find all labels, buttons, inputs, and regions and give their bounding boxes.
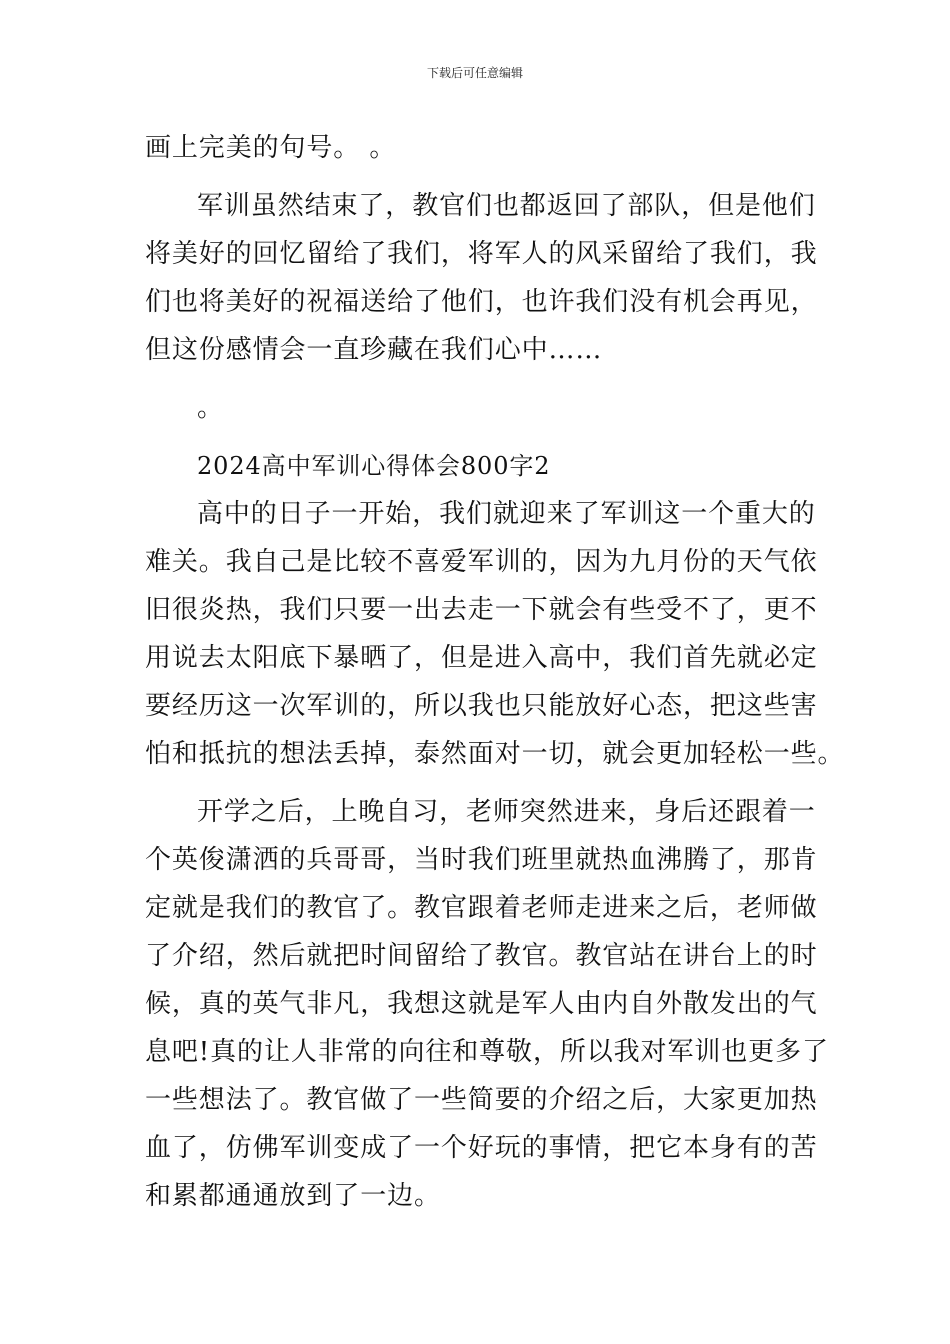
- text-line: 息吧!真的让人非常的向往和尊敬，所以我对军训也更多了: [145, 1037, 829, 1067]
- text-line: 了介绍，然后就把时间留给了教官。教官站在讲台上的时: [145, 941, 818, 971]
- text-line: 开学之后，上晚自习，老师突然进来，身后还跟着一: [197, 797, 816, 827]
- text-line: 旧很炎热，我们只要一出去走一下就会有些受不了，更不: [145, 595, 818, 625]
- text-line: 候，真的英气非凡，我想这就是军人由内自外散发出的气: [145, 989, 818, 1019]
- text-line: 定就是我们的教官了。教官跟着老师走进来之后，老师做: [145, 893, 818, 923]
- text-line: 个英俊潇洒的兵哥哥，当时我们班里就热血沸腾了，那肯: [145, 845, 818, 875]
- paragraph-gap: [145, 432, 807, 442]
- paragraph-gap: [145, 778, 807, 788]
- paragraph-gap: [145, 374, 807, 384]
- page-header: 下载后可任意编辑: [426, 66, 523, 80]
- paragraph-0: [145, 124, 807, 172]
- text-line: 将美好的回忆留给了我们，将军人的风采留给了我们，我: [145, 239, 818, 269]
- text-line: 们也将美好的祝福送给了他们，也许我们没有机会再见，: [145, 287, 818, 317]
- text-line: 难关。我自己是比较不喜爱军训的，因为九月份的天气依: [145, 547, 818, 577]
- text-line: 一些想法了。教官做了一些简要的介绍之后，大家更加热: [145, 1085, 818, 1115]
- text-line: 高中的日子一开始，我们就迎来了军训这一个重大的: [197, 499, 816, 529]
- document-body: [145, 124, 845, 1220]
- paragraph-4: [145, 490, 845, 778]
- paragraph-1: [145, 182, 818, 374]
- paragraph-2: [145, 384, 807, 432]
- text-line: 和累都通通放到了一边。: [145, 1181, 441, 1211]
- section-heading: [145, 442, 807, 490]
- heading-line: 2024高中军训心得体会800字2: [197, 452, 551, 480]
- text-line: 血了，仿佛军训变成了一个好玩的事情，把它本身有的苦: [145, 1133, 818, 1163]
- text-line: 要经历这一次军训的，所以我也只能放好心态，把这些害: [145, 691, 818, 721]
- paragraph-5: [145, 788, 829, 1220]
- text-line: 怕和抵抗的想法丢掉，泰然面对一切，就会更加轻松一些。: [145, 739, 845, 769]
- text-line: 。: [197, 393, 224, 423]
- paragraph-gap: [145, 172, 807, 182]
- text-line: 但这份感情会一直珍藏在我们心中……: [145, 335, 603, 365]
- text-line: 军训虽然结束了，教官们也都返回了部队，但是他们: [197, 191, 816, 221]
- text-line: 用说去太阳底下暴晒了，但是进入高中，我们首先就必定: [145, 643, 818, 673]
- text-line: 画上完美的句号。 。: [145, 133, 397, 163]
